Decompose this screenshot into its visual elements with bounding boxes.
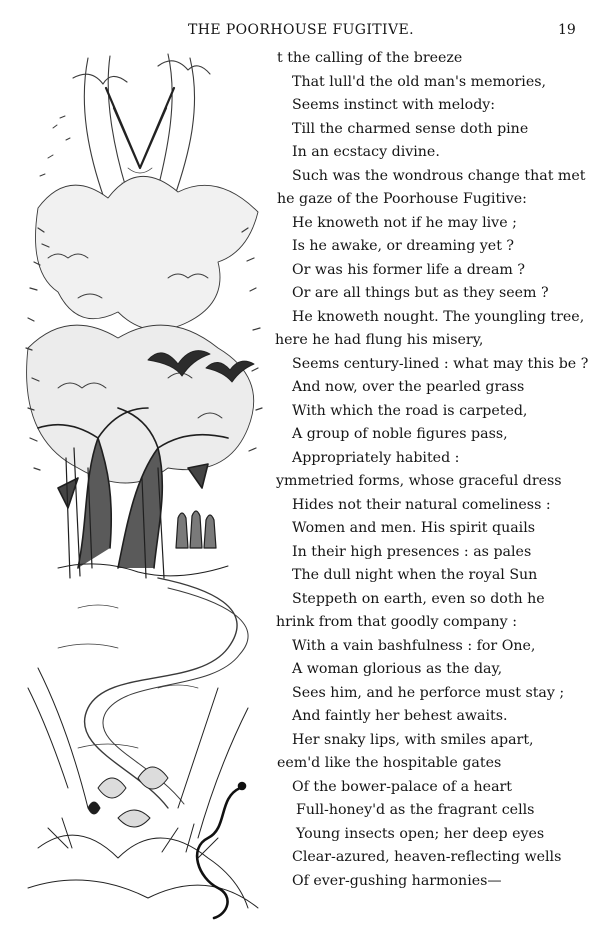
poem-line: Is he awake, or dreaming yet ? <box>292 238 515 254</box>
poem-line: He knoweth nought. The youngling tree, <box>292 308 585 325</box>
poem-line: t the calling of the breeze <box>277 50 463 66</box>
poem-line: In an ecstacy divine. <box>292 144 440 160</box>
poem-line: And now, over the pearled grass <box>292 379 525 395</box>
running-title: THE POORHOUSE FUGITIVE. <box>188 22 414 38</box>
poem-line: He knoweth not if he may live ; <box>292 214 517 231</box>
poem-line: Appropriately habited : <box>292 449 460 466</box>
poem-line: In their high presences : as pales <box>292 543 532 560</box>
poem-text <box>0 47 609 917</box>
poem-line: Such was the wondrous change that met <box>292 167 586 184</box>
poem-line: ymmetried forms, whose graceful dress <box>276 473 562 489</box>
poem-line: Clear-azured, heaven-reflecting wells <box>292 849 562 865</box>
poem-line: Of ever-gushing harmonies— <box>292 872 502 889</box>
page-number: 19 <box>558 22 576 38</box>
poem-line: Or was his former life a dream ? <box>292 261 525 278</box>
poem-line: Her snaky lips, with smiles apart, <box>292 731 534 748</box>
poem-line: Steppeth on earth, even so doth he <box>292 590 545 607</box>
poem-line: Hides not their natural comeliness : <box>292 496 551 513</box>
poem-line: That lull'd the old man's memories, <box>292 73 547 90</box>
poem-line: here he had flung his misery, <box>275 332 484 348</box>
poem-line: A woman glorious as the day, <box>292 661 503 677</box>
poem-line: Of the bower-palace of a heart <box>292 778 513 795</box>
poem-line: The dull night when the royal Sun <box>292 567 538 583</box>
poem-line: And faintly her behest awaits. <box>292 708 508 724</box>
poem-line: Sees him, and he perforce must stay ; <box>292 684 565 701</box>
poem-line: Or are all things but as they seem ? <box>292 285 549 301</box>
poem-line: Seems instinct with melody: <box>292 97 496 113</box>
poem-line: Till the charmed sense doth pine <box>292 120 529 137</box>
poem-line: Seems century-lined : what may this be ? <box>292 355 589 372</box>
poem-line: A group of noble figures pass, <box>292 426 508 442</box>
running-head <box>0 22 609 42</box>
poem-line: With a vain bashfulness : for One, <box>292 637 536 654</box>
poem-line: he gaze of the Poorhouse Fugitive: <box>277 191 527 207</box>
poem-line: Full-honey'd as the fragrant cells <box>296 802 535 818</box>
poem-line: hrink from that goodly company : <box>276 614 517 630</box>
poem-line: Young insects open; her deep eyes <box>296 825 545 842</box>
poem-line: With which the road is carpeted, <box>292 402 528 419</box>
poem-line: eem'd like the hospitable gates <box>277 755 502 771</box>
poem-line: Women and men. His spirit quails <box>292 520 536 536</box>
